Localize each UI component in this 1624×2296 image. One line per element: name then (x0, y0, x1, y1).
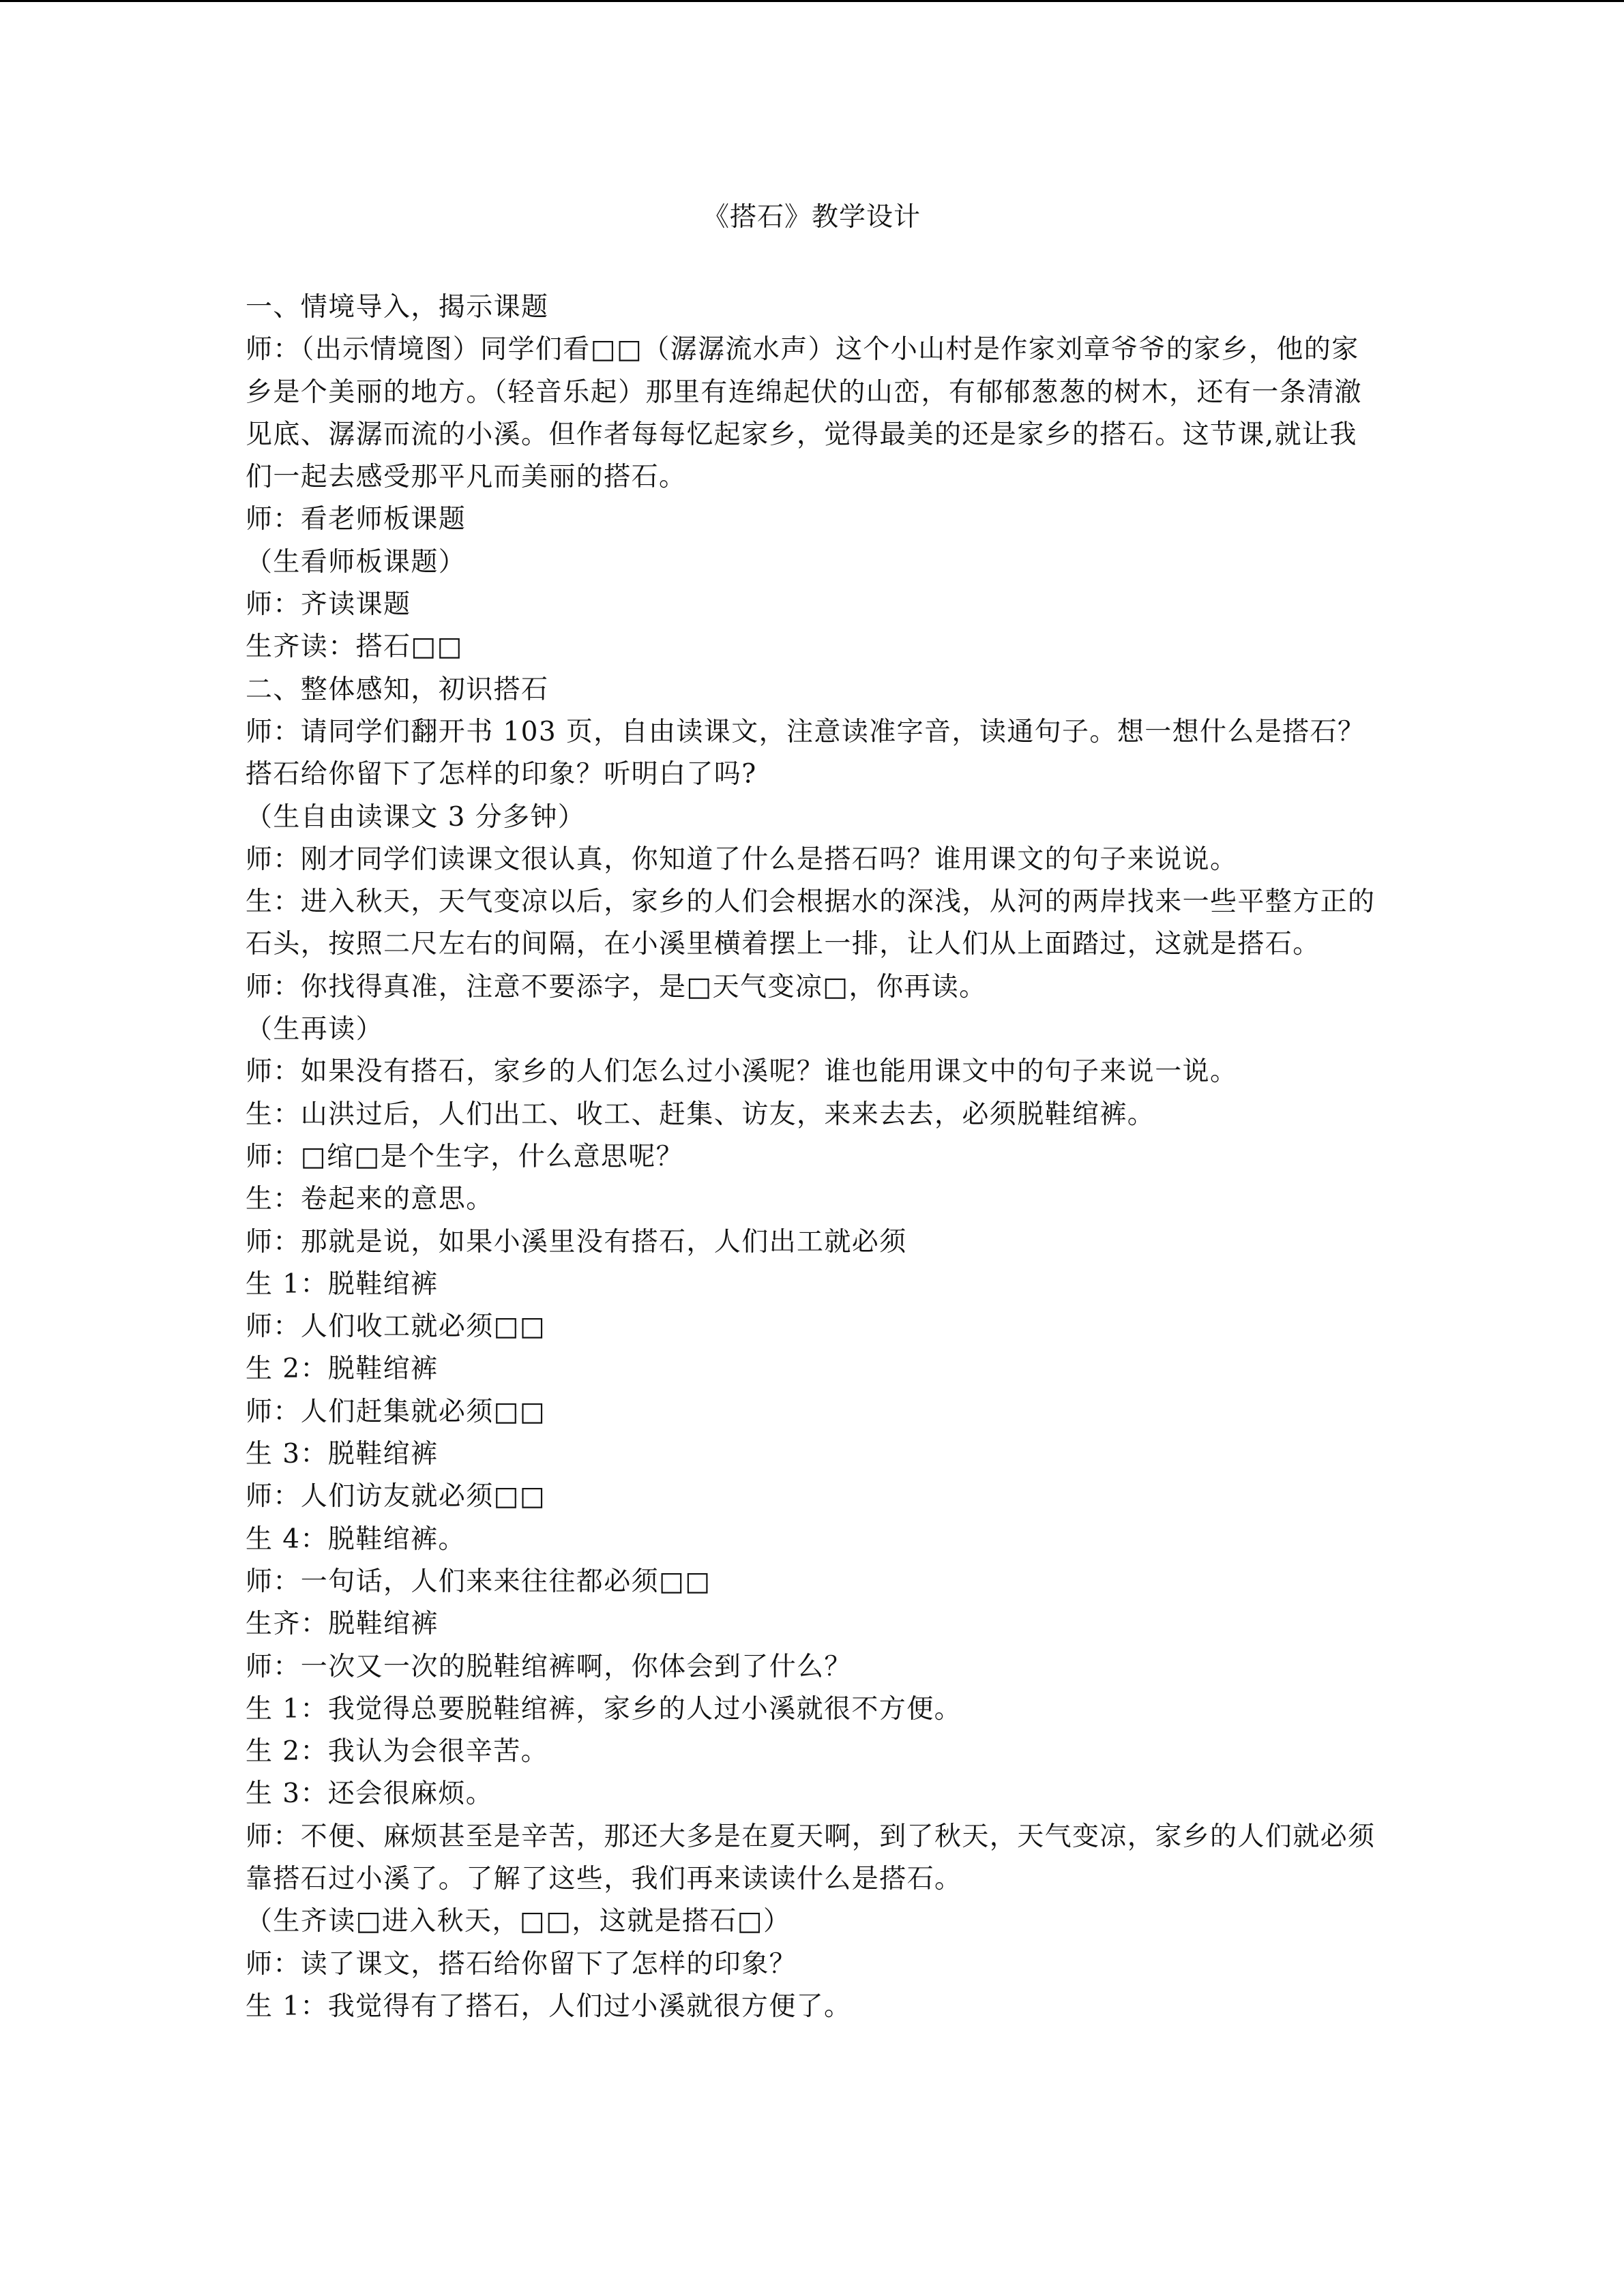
paragraph: （生再读） (246, 1014, 384, 1045)
paragraph: 师：齐读课题 (246, 589, 411, 621)
paragraph: 师：人们收工就必须□□ (246, 1311, 546, 1343)
paragraph: 师：不便、麻烦甚至是辛苦，那还大多是在夏天啊，到了秋天，天气变凉，家乡的人们就必须靠搭石过小溪了。了解了这些，我们再来读读什么是搭石。 (246, 1821, 1376, 1894)
paragraph: 师：人们访友就必须□□ (246, 1481, 546, 1512)
paragraph: 生 3：脱鞋绾裤 (246, 1439, 439, 1470)
paragraph: 生 2：我认为会很辛苦。 (246, 1736, 549, 1768)
paragraph: 师：读了课文，搭石给你留下了怎样的印象？ (246, 1948, 797, 1980)
paragraph: 师：如果没有搭石，家乡的人们怎么过小溪呢？谁也能用课文中的句子来说一说。 (246, 1056, 1238, 1088)
paragraph: 师：那就是说，如果小溪里没有搭石，人们出工就必须 (246, 1226, 907, 1257)
paragraph: 一、情境导入，揭示课题 (246, 292, 549, 323)
paragraph: 师：□绾□是个生字，什么意思呢？ (246, 1141, 684, 1172)
paragraph: 二、整体感知，初识搭石 (246, 674, 549, 705)
paragraph: 生齐：脱鞋绾裤 (246, 1609, 439, 1640)
paragraph: （生齐读□进入秋天，□□，这就是搭石□） (246, 1906, 791, 1937)
paragraph: （生自由读课文 3 分多钟） (246, 801, 586, 833)
paragraph: 生：山洪过后，人们出工、收工、赶集、访友，来来去去，必须脱鞋绾裤。 (246, 1099, 1155, 1130)
document-title: 《搭石》教学设计 (702, 202, 921, 233)
paragraph: 生 1：我觉得总要脱鞋绾裤，家乡的人过小溪就很不方便。 (246, 1693, 962, 1725)
paragraph: 师：刚才同学们读课文很认真，你知道了什么是搭石吗？谁用课文的句子来说说。 (246, 844, 1238, 875)
paragraph: 生 4：脱鞋绾裤。 (246, 1523, 466, 1555)
paragraph: 生 3：还会很麻烦。 (246, 1778, 494, 1810)
paragraph: 生 1：脱鞋绾裤 (246, 1268, 439, 1300)
paragraph: 生 1：我觉得有了搭石，人们过小溪就很方便了。 (246, 1991, 852, 2022)
paragraph: 师：请同学们翻开书 103 页，自由读课文，注意读准字音，读通句子。想一想什么是搭石？搭石给你留下了怎样的印象？听明白了吗? (246, 716, 1365, 790)
paragraph: 师：看老师板课题 (246, 504, 467, 535)
paragraph: 师：你找得真准，注意不要添字，是□天气变凉□，你再读。 (246, 971, 987, 1002)
paragraph: 生齐读：搭石□□ (246, 631, 463, 663)
document-body (246, 286, 1378, 2028)
document-page (246, 196, 1378, 2028)
paragraph: 师：一句话，人们来来往往都必须□□ (246, 1566, 711, 1597)
paragraph: （生看师板课题） (246, 546, 467, 578)
paragraph: 生：卷起来的意思。 (246, 1184, 494, 1215)
paragraph: 师：人们赶集就必须□□ (246, 1396, 546, 1427)
paragraph: 师：（出示情境图）同学们看□□（潺潺流水声）这个小山村是作家刘章爷爷的家乡，他的家乡是个美丽的地方。（轻音乐起）那里有连绵起伏的山峦，有郁郁葱葱的树木，还有一条清澈见底、潺潺而流的小溪。但作者每每忆起家乡，觉得最美的还是家乡的搭石。这节课,就让我们一起去感受那平凡而美丽的搭石。 (246, 334, 1362, 493)
top-border-line (0, 0, 1624, 2)
paragraph: 生 2：脱鞋绾裤 (246, 1354, 439, 1385)
paragraph: 师：一次又一次的脱鞋绾裤啊，你体会到了什么？ (246, 1651, 852, 1682)
paragraph: 生：进入秋天，天气变凉以后，家乡的人们会根据水的深浅，从河的两岸找来一些平整方正的石头，按照二尺左右的间隔，在小溪里横着摆上一排，让人们从上面踏过，这就是搭石。 (246, 886, 1376, 960)
